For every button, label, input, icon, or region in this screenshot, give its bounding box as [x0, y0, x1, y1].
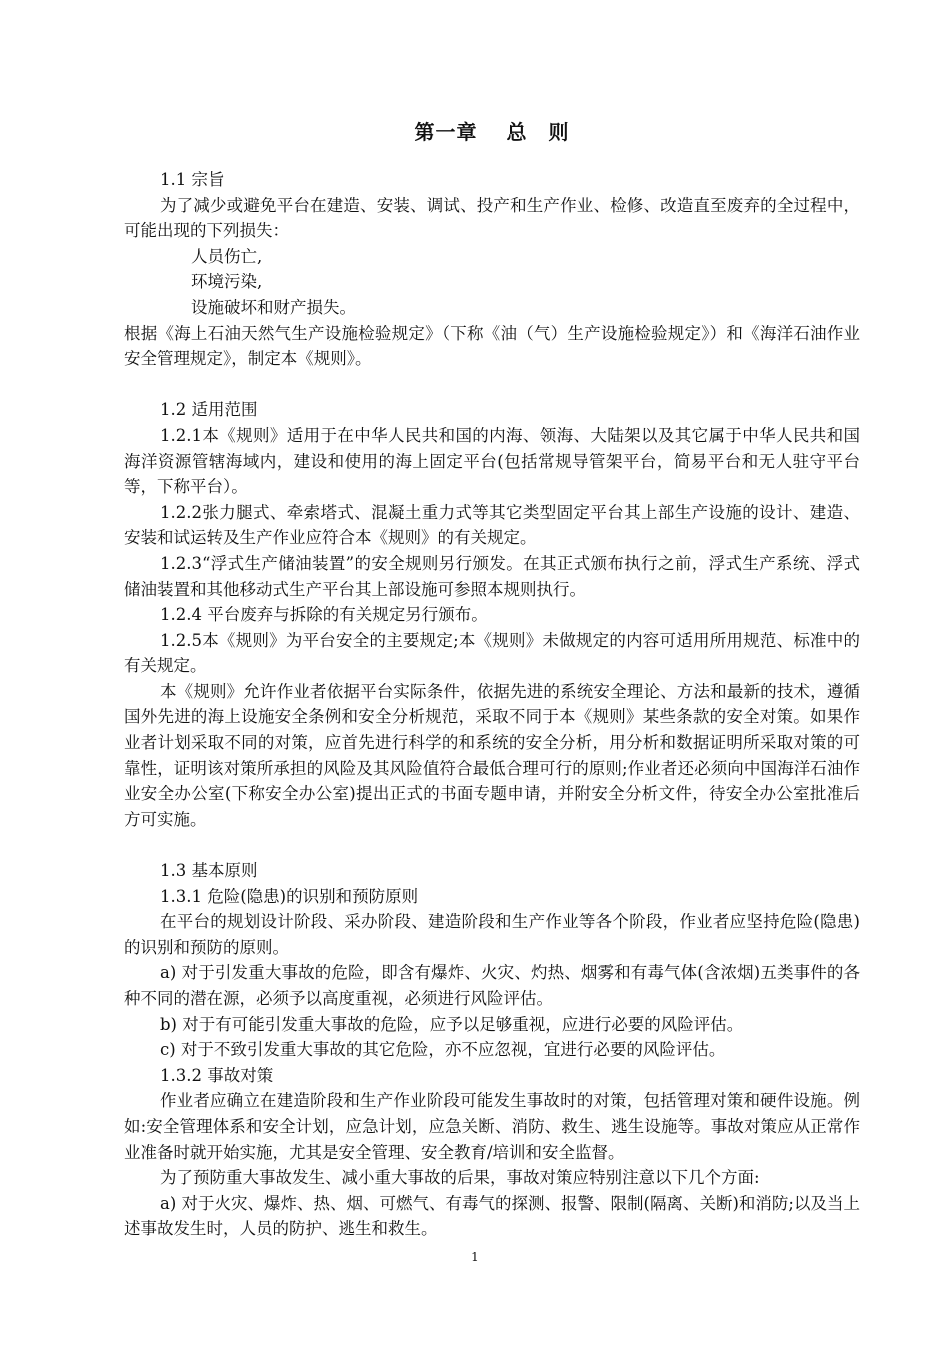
list-item-c-other-hazards: c) 对于不致引发重大事故的其它危险，亦不应忽视，宜进行必要的风险评估。 [160, 1040, 726, 1060]
paragraph-1-2-3: 1.2.3“浮式生产储油装置”的安全规则另行颁发。在其正式颁布执行之前，浮式生产系统、浮式储油装置和其他移动式生产平台其上部设施可参照本规则执行。 [124, 553, 860, 599]
paragraph-alternative-measures: 本《规则》允许作业者依据平台实际条件，依据先进的系统安全理论、方法和最新的技术，遵循国外先进的海上设施安全条例和安全分析规范，采取不同于本《规则》某些条款的安全对策。如果作业者计划采取不同的对策，应首先进行科学的和系统的安全分析，用分析和数据证明所采取对策的可靠性，证明该对策所承担的风险及其风险值符合最低合理可行的原则;作业者还必须向中国海洋石油作业安全办公室(下称安全办公室)提出正式的书面专题申请，并附安全分析文件，待安全办公室批准后方可实施。 [124, 681, 860, 829]
paragraph-1-2-5: 1.2.5本《规则》为平台安全的主要规定;本《规则》未做规定的内容可适用所用规范、标准中的有关规定。 [124, 630, 860, 676]
paragraph-1-2-2: 1.2.2张力腿式、牵索塔式、混凝土重力式等其它类型固定平台其上部生产设施的设计、建造、安装和试运转及生产作业应符合本《规则》的有关规定。 [124, 502, 860, 548]
list-item-casualties: 人员伤亡, [191, 246, 263, 266]
list-item-damage: 设施破坏和财产损失。 [191, 297, 356, 317]
chapter-title: 第一章 总 则 [414, 120, 570, 144]
paragraph-basis: 根据《海上石油天然气生产设施检验规定》（下称《油（气）生产设施检验规定》）和《海洋石油作业安全管理规定》，制定本《规则》。 [124, 323, 860, 369]
list-item-pollution: 环境污染, [191, 272, 263, 292]
list-item-a-major-hazards: a) 对于引发重大事故的危险，即含有爆炸、火灾、灼热、烟雾和有毒气体(含浓烟)五类事件的各种不同的潜在源，必须予以高度重视，必须进行风险评估。 [124, 963, 860, 1008]
paragraph-accident-measures: 作业者应确立在建造阶段和生产作业阶段可能发生事故时的对策，包括管理对策和硬件设施。例如:安全管理体系和安全计划，应急计划，应急关断、消防、救生、逃生设施等。事故对策应从正常作业准备时就开始实施，尤其是安全管理、安全教育/培训和安全监督。 [124, 1091, 860, 1162]
list-item-a-fire-explosion: a) 对于火灾、爆炸、热、烟、可燃气、有毒气的探测、报警、限制(隔离、关断)和消防;以及当上述事故发生时，人员的防护、逃生和救生。 [124, 1193, 860, 1239]
paragraph-1-2-1: 1.2.1本《规则》适用于在中华人民共和国的内海、领海、大陆架以及其它属于中华人民共和国海洋资源管辖海域内，建设和使用的海上固定平台(包括常规导管架平台，简易平台和无人驻守平台等，下称平台）。 [124, 425, 860, 497]
page-number: 1 [471, 1250, 479, 1264]
document-page [124, 118, 860, 1242]
paragraph-purpose: 为了减少或避免平台在建造、安装、调试、投产和生产作业、检修、改造直至废弃的全过程中，可能出现的下列损失： [124, 195, 860, 241]
section-heading-1-2: 1.2 适用范围 [160, 400, 258, 420]
section-heading-1-1: 1.1 宗旨 [160, 170, 225, 189]
paragraph-prevention-focus: 为了预防重大事故发生、减小重大事故的后果，事故对策应特别注意以下几个方面: [160, 1168, 760, 1188]
blank-line [124, 372, 860, 398]
list-item-b-possible-hazards: b) 对于有可能引发重大事故的危险，应予以足够重视，应进行必要的风险评估。 [160, 1014, 744, 1034]
subsection-heading-1-3-2: 1.3.2 事故对策 [160, 1065, 274, 1085]
subsection-heading-1-3-1: 1.3.1 危险(隐患)的识别和预防原则 [160, 886, 419, 906]
section-heading-1-3: 1.3 基本原则 [160, 861, 258, 881]
paragraph-hazard-identification: 在平台的规划设计阶段、采办阶段、建造阶段和生产作业等各个阶段，作业者应坚持危险(隐患)的识别和预防的原则。 [124, 912, 860, 957]
blank-line [124, 832, 860, 858]
paragraph-1-2-4: 1.2.4 平台废弃与拆除的有关规定另行颁布。 [160, 605, 488, 625]
